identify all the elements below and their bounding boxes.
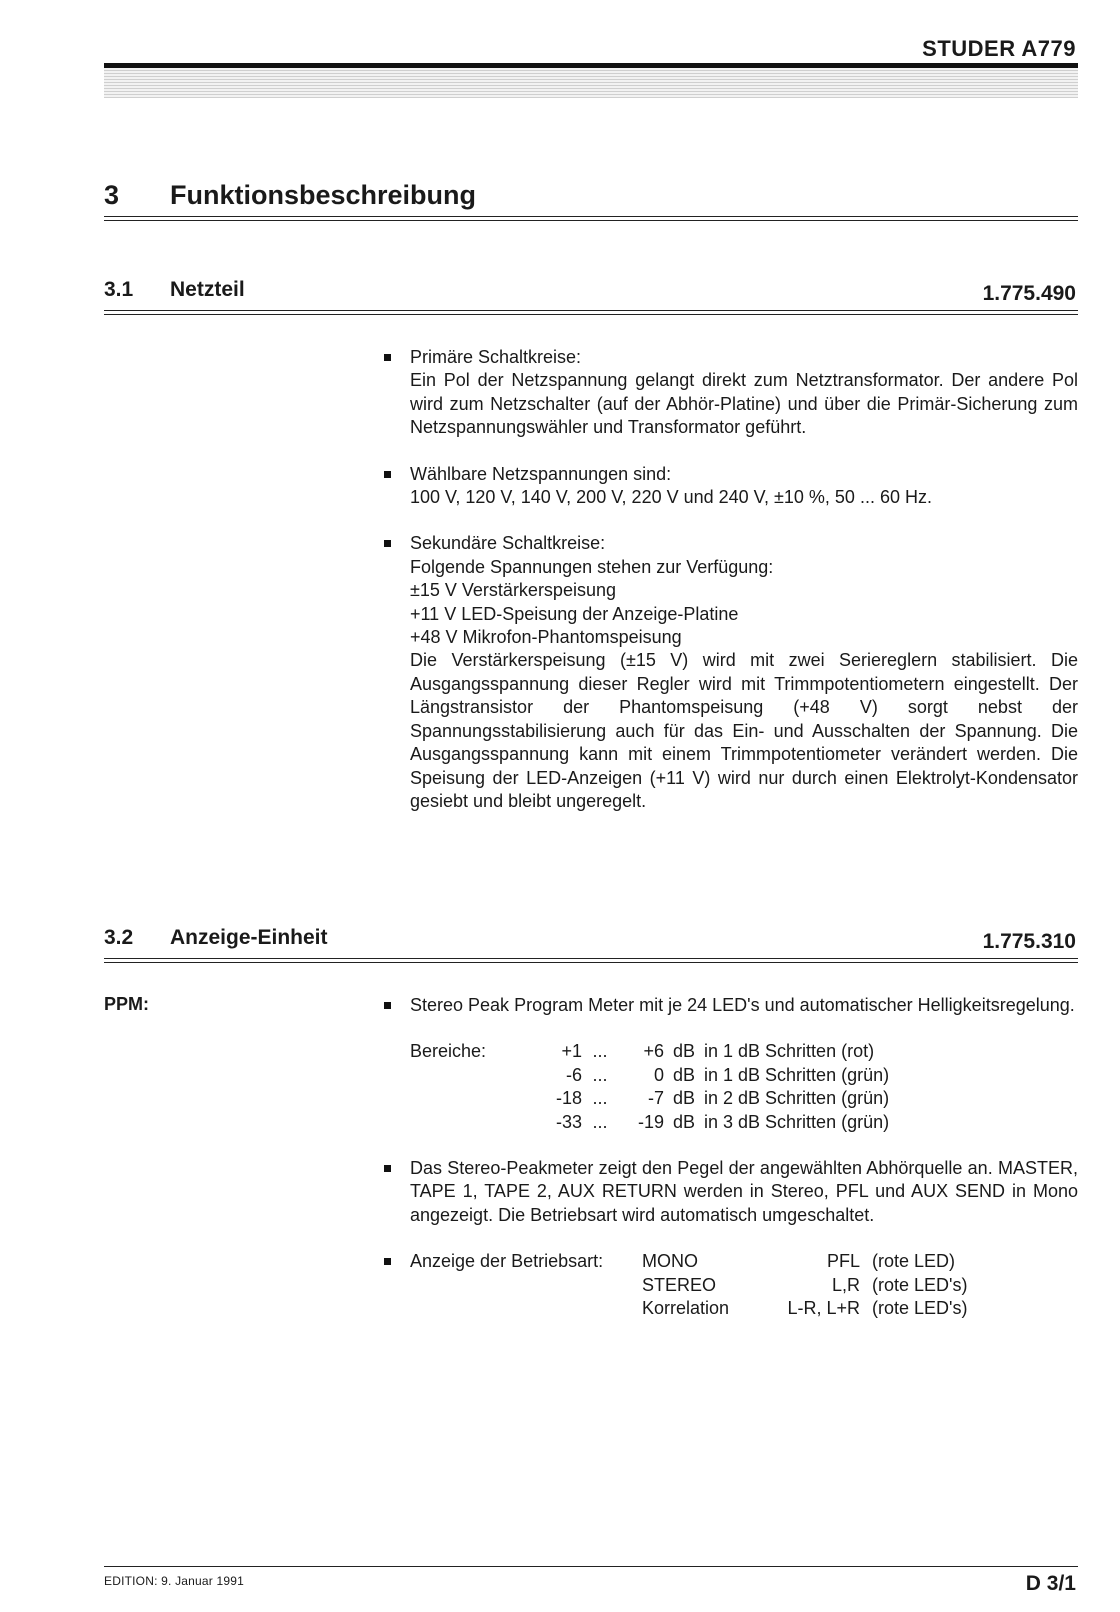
- item-line: +11 V LED-Speisung der Anzeige-Platine: [410, 603, 739, 624]
- section-number: 3.1: [104, 278, 134, 301]
- range-desc: in 1 dB Schritten (grün): [704, 1064, 890, 1085]
- range-desc: in 1 dB Schritten (rot): [704, 1041, 875, 1062]
- range-dots: ...: [592, 1088, 608, 1109]
- item-line: Folgende Spannungen stehen zur Verfügung:: [410, 556, 774, 577]
- range-to: -19: [637, 1111, 664, 1132]
- section-title: Anzeige-Einheit: [170, 926, 328, 949]
- item-text: Stereo Peak Program Meter mit je 24 LED's und automatischer Helligkeitsregelung.: [410, 995, 1075, 1015]
- footer-rule: [104, 1566, 1078, 1567]
- chapter-rule: [104, 216, 1078, 221]
- section-body: [382, 994, 1078, 1343]
- item-line: +48 V Mikrofon-Phantomspeisung: [410, 627, 682, 648]
- section-rule: [104, 958, 1078, 963]
- range-dots: ...: [592, 1111, 608, 1132]
- mode-code: PFL: [826, 1251, 860, 1272]
- item-title: Wählbare Netzspannungen sind:: [410, 463, 672, 484]
- list-item: [382, 463, 1078, 510]
- range-to: 0: [653, 1064, 664, 1085]
- item-text: Ein Pol der Netzspannung gelangt direkt zum Netztransformator. Der andere Pol wird zum Netzschalter (auf der Abhör-Platine) und über die Primär-Sicherung zum Netzspannungswähler und Transformator geführt.: [410, 370, 1078, 438]
- chapter-title: Funktionsbeschreibung: [170, 180, 477, 210]
- range-dots: ...: [592, 1041, 608, 1062]
- mode-name: Korrelation: [642, 1298, 730, 1319]
- item-text: Die Verstärkerspeisung (±15 V) wird mit zwei Seriereglern stabilisiert. Die Ausgangsspannung dieser Regler wird mit Trimmpotentiometern eingestellt. Der Längstransistor der Phantomspeisung (+48 V) sorgt nebst der Spannungsstabilisierung auch für das Ein- und Ausschalten der Spannung. Die Ausgangsspannung kann mit einem Trimmpotentiometer verändert werden. Die Speisung der LED-Anzeigen (+11 V) wird nur durch einen Elektrolyt-Kondensator gesiebt und bleibt ungeregelt.: [410, 650, 1078, 811]
- page-number: D 3/1: [1025, 1572, 1076, 1595]
- range-from: -33: [555, 1111, 582, 1132]
- mode-name: STEREO: [642, 1274, 717, 1295]
- item-text: 100 V, 120 V, 140 V, 200 V, 220 V und 240 V, ±10 %, 50 ... 60 Hz.: [410, 487, 932, 508]
- section-rule: [104, 310, 1078, 315]
- list-item: [382, 532, 1078, 813]
- range-unit: dB: [672, 1088, 696, 1109]
- mode-code: L,R: [831, 1274, 860, 1295]
- range-unit: dB: [672, 1041, 696, 1062]
- mode-note: (rote LED's): [872, 1298, 968, 1319]
- brand-title: STUDER A779: [922, 36, 1076, 61]
- list-item: [382, 994, 1078, 1134]
- range-from: +1: [561, 1041, 582, 1062]
- range-to: -7: [647, 1088, 664, 1109]
- part-number: 1.775.490: [982, 282, 1076, 305]
- side-label: PPM:: [104, 994, 149, 1014]
- range-desc: in 3 dB Schritten (grün): [704, 1111, 890, 1132]
- range-from: -6: [565, 1064, 582, 1085]
- mode-note: (rote LED's): [872, 1274, 968, 1295]
- mode-code: L-R, L+R: [787, 1298, 860, 1319]
- list-item: [382, 346, 1078, 440]
- range-to: +6: [643, 1041, 664, 1062]
- range-dots: ...: [592, 1064, 608, 1085]
- range-from: -18: [555, 1088, 582, 1109]
- range-table: [410, 1040, 1078, 1134]
- section-body: [382, 346, 1078, 836]
- range-label: Bereiche:: [410, 1041, 487, 1062]
- mode-table: [410, 1250, 1078, 1320]
- part-number: 1.775.310: [982, 930, 1076, 953]
- range-unit: dB: [672, 1111, 696, 1132]
- item-text: Das Stereo-Peakmeter zeigt den Pegel der angewählten Abhörquelle an. MASTER, TAPE 1, TAPE 2, AUX RETURN werden in Stereo, PFL und AUX SEND in Mono angezeigt. Die Betriebsart wird automatisch umgeschaltet.: [410, 1158, 1078, 1225]
- item-title: Sekundäre Schaltkreise:: [410, 533, 606, 554]
- list-item: [382, 1157, 1078, 1227]
- mode-label: Anzeige der Betriebsart:: [410, 1251, 604, 1272]
- range-unit: dB: [672, 1064, 696, 1085]
- item-line: ±15 V Verstärkerspeisung: [410, 580, 616, 601]
- mode-note: (rote LED): [872, 1251, 956, 1272]
- edition-date: EDITION: 9. Januar 1991: [104, 1574, 244, 1588]
- range-desc: in 2 dB Schritten (grün): [704, 1088, 890, 1109]
- section-title: Netzteil: [170, 278, 245, 301]
- mode-name: MONO: [642, 1251, 698, 1272]
- chapter-number: 3: [104, 180, 120, 210]
- header-bar: [104, 63, 1078, 98]
- list-item: [382, 1250, 1078, 1320]
- item-title: Primäre Schaltkreise:: [410, 347, 582, 367]
- section-number: 3.2: [104, 926, 134, 949]
